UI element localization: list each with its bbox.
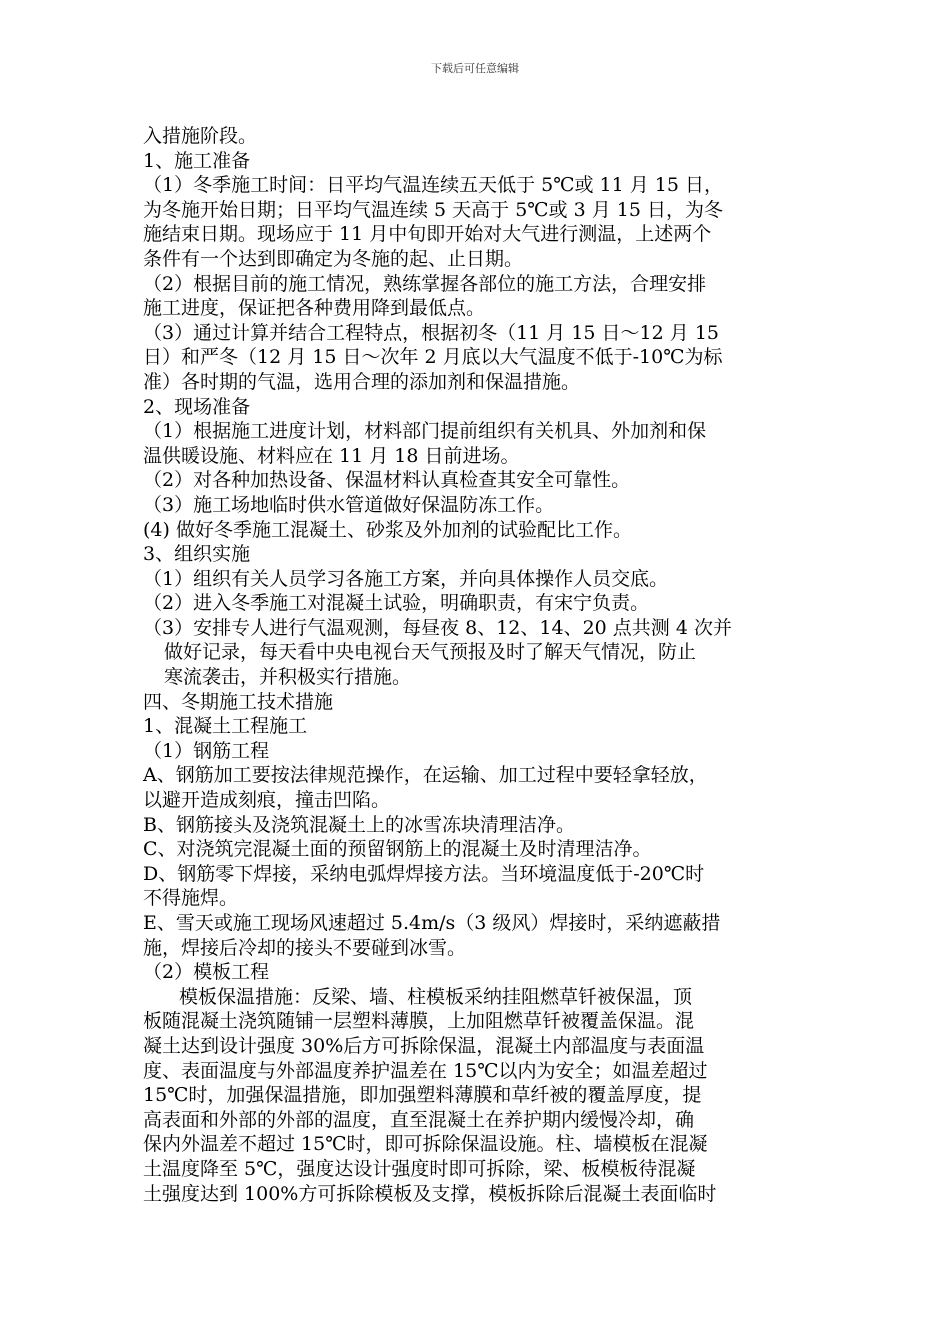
text-line: A、钢筋加工要按法律规范操作，在运输、加工过程中要轻拿轻放， <box>143 764 708 787</box>
text-line: （2）根据目前的施工情况，熟练掌握各部位的施工方法，合理安排 <box>143 272 707 295</box>
text-line: （2）进入冬季施工对混凝土试验，明确职责，有宋宁负责。 <box>143 592 650 615</box>
text-line: （1）组织有关人员学习各施工方案，并向具体操作人员交底。 <box>143 567 669 590</box>
page-header-note: 下载后可任意编辑 <box>431 62 519 75</box>
text-line: 板随混凝土浇筑随铺一层塑料薄膜，上加阻燃草钎被覆盖保温。混 <box>143 1010 695 1033</box>
subsection-heading: （2）模板工程 <box>143 961 270 984</box>
text-line: 准）各时期的气温，选用合理的添加剂和保温措施。 <box>143 370 581 393</box>
text-line: 条件有一个达到即确定为冬施的起、止日期。 <box>143 247 524 270</box>
text-line: 施工进度，保证把各种费用降到最低点。 <box>143 297 486 320</box>
text-line: 入措施阶段。 <box>143 125 258 147</box>
text-line: 凝土达到设计强度 30%后方可拆除保温，混凝土内部温度与表面温 <box>143 1034 705 1057</box>
section-heading: 3、组织实施 <box>143 543 251 566</box>
text-line: (4) 做好冬季施工混凝土、砂浆及外加剂的试验配比工作。 <box>143 518 632 541</box>
section-heading: 2、现场准备 <box>143 395 251 418</box>
text-line: C、对浇筑完混凝土面的预留钢筋上的混凝土及时清理洁净。 <box>143 838 652 861</box>
text-line: 土强度达到 100%方可拆除模板及支撑，模板拆除后混凝土表面临时 <box>143 1182 717 1205</box>
text-line: （3）安排专人进行气温观测，每昼夜 8、12、14、20 点共测 4 次并 <box>143 616 732 639</box>
text-line: 日）和严冬（12 月 15 日～次年 2 月底以大气温度不低于-10℃为标 <box>143 346 723 369</box>
text-line: 保内外温差不超过 15℃时，即可拆除保温设施。柱、墙模板在混凝 <box>143 1133 708 1156</box>
text-line: 温供暖设施、材料应在 11 月 18 日前进场。 <box>143 444 520 467</box>
chapter-heading: 四、冬期施工技术措施 <box>143 690 334 713</box>
text-line: 施结束日期。现场应于 11 月中旬即开始对大气进行测温，上述两个 <box>143 223 712 246</box>
text-line: （2）对各种加热设备、保温材料认真检查其安全可靠性。 <box>143 469 631 492</box>
text-line: B、钢筋接头及浇筑混凝土上的冰雪冻块清理洁净。 <box>143 813 575 836</box>
text-line: 施，焊接后冷却的接头不要碰到冰雪。 <box>143 936 467 959</box>
text-line: E、雪天或施工现场风速超过 5.4m/s（3 级风）焊接时，采纳遮蔽措 <box>143 912 721 934</box>
text-line: 度、表面温度与外部温度养护温差在 15℃以内为安全；如温差超过 <box>143 1059 708 1082</box>
text-line: 模板保温措施：反梁、墙、柱模板采纳挂阻燃草钎被保温，顶 <box>179 985 693 1008</box>
text-line: D、钢筋零下焊接，采纳电弧焊焊接方法。当环境温度低于-20℃时 <box>143 862 705 885</box>
text-line: （3）施工场地临时供水管道做好保温防冻工作。 <box>143 493 555 516</box>
text-line: （3）通过计算并结合工程特点，根据初冬（11 月 15 日～12 月 15 <box>143 321 719 344</box>
text-line: 做好记录，每天看中央电视台天气预报及时了解天气情况，防止 <box>164 641 697 664</box>
subsection-heading: （1）钢筋工程 <box>143 739 270 762</box>
text-line: （1）根据施工进度计划，材料部门提前组织有关机具、外加剂和保 <box>143 420 707 443</box>
section-heading: 1、施工准备 <box>143 149 251 172</box>
text-line: （1）冬季施工时间：日平均气温连续五天低于 5℃或 11 月 15 日， <box>143 174 723 197</box>
text-line: 高表面和外部的外部的温度，直至混凝土在养护期内缓慢冷却，确 <box>143 1108 695 1131</box>
text-line: 15℃时，加强保温措施，即加强塑料薄膜和草纤被的覆盖厚度，提 <box>143 1084 702 1107</box>
text-line: 以避开造成刻痕，撞击凹陷。 <box>143 789 391 812</box>
text-line: 寒流袭击，并积极实行措施。 <box>164 666 412 689</box>
section-heading: 1、混凝土工程施工 <box>143 715 308 738</box>
text-line: 不得施焊。 <box>143 887 239 910</box>
text-line: 土温度降至 5℃，强度达设计强度时即可拆除，梁、板模板待混凝 <box>143 1157 696 1180</box>
document-body <box>143 124 811 1206</box>
text-line: 为冬施开始日期；日平均气温连续 5 天高于 5℃或 3 月 15 日，为冬 <box>143 198 723 221</box>
